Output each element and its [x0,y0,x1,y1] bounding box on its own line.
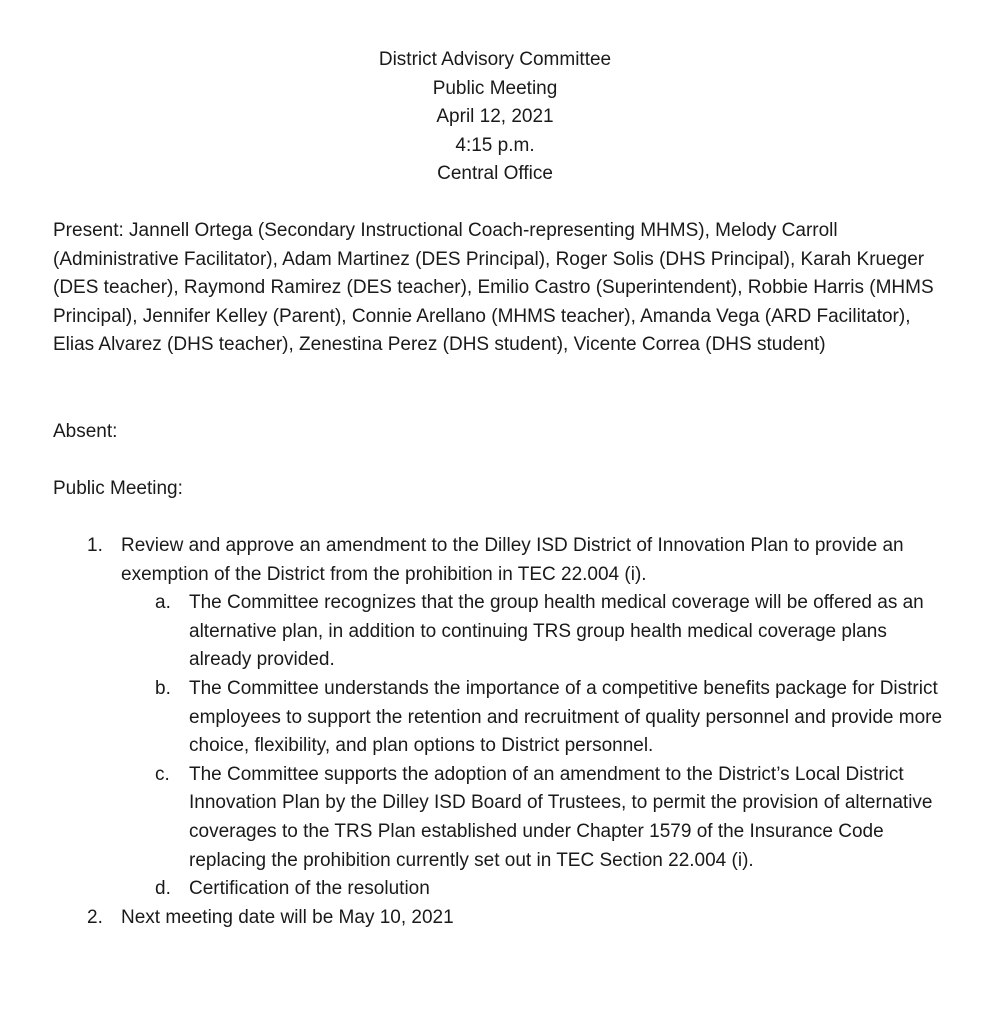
agenda-item [0,532,921,589]
agenda-subitem [0,761,949,875]
agenda-list [0,532,1002,932]
subitem-text: The Committee supports the adoption of an amendment to the District’s Local District Innovation Plan by the Dilley ISD Board of Trustees, to permit the provision of alternative coverages to the TRS Plan established under Chapter 1579 of the Insurance Code replacing the prohibition currently set out in TEC Section 22.004 (i). [189,763,933,871]
item-number: 1. [87,535,103,556]
committee-name: District Advisory Committee [378,49,612,70]
public-meeting-label: Public Meeting: [53,478,183,499]
subitem-letter: d. [155,878,171,900]
subitem-letter: b. [155,677,171,699]
agenda-subitem [0,589,949,675]
subitem-text: The Committee understands the importance of a competitive benefits package for District employees to support the retention and recruitment of quality personnel and provide more choice, flexibility, and plan options to District personnel. [189,677,943,757]
present-attendees: Present: Jannell Ortega (Secondary Instructional Coach-representing MHMS), Melody Carroll (Administrative Facilitator), Adam Martinez (DES Principal), Roger Solis (DHS Principal), Karah Krueger (DES teacher), Raymond Ramirez (DES teacher), Emilio Castro (Superintendent), Robbie Harris (MHMS Principal), Jennifer Kelley (Parent), Connie Arellano (MHMS teacher), Amanda Vega (ARD Facilitator), Elias Alvarez (DHS teacher), Zenestina Perez (DHS student), Vicente Correa (DHS student) [53,220,934,356]
agenda-item [0,904,921,933]
agenda-subitem [0,875,949,904]
item-text: Next meeting date will be May 10, 2021 [121,906,454,928]
subitem-letter: a. [155,592,171,614]
subitem-text: Certification of the resolution [189,878,430,900]
meeting-time: 4:15 p.m. [455,134,535,156]
subitem-text: The Committee recognizes that the group health medical coverage will be offered as an alternative plan, in addition to continuing TRS group health medical coverage plans already provided. [189,592,924,671]
meeting-header [0,46,990,189]
absent-label: Absent: [53,421,118,442]
subitem-letter: c. [155,763,170,785]
meeting-type: Public Meeting [432,77,558,99]
item-text: Review and approve an amendment to the Dilley ISD District of Innovation Plan to provide an exemption of the District from the prohibition in TEC 22.004 (i). [121,535,904,585]
meeting-date: April 12, 2021 [436,106,554,128]
item-number: 2. [87,906,103,928]
agenda-subitem [0,675,949,761]
meeting-location: Central Office [437,163,553,185]
